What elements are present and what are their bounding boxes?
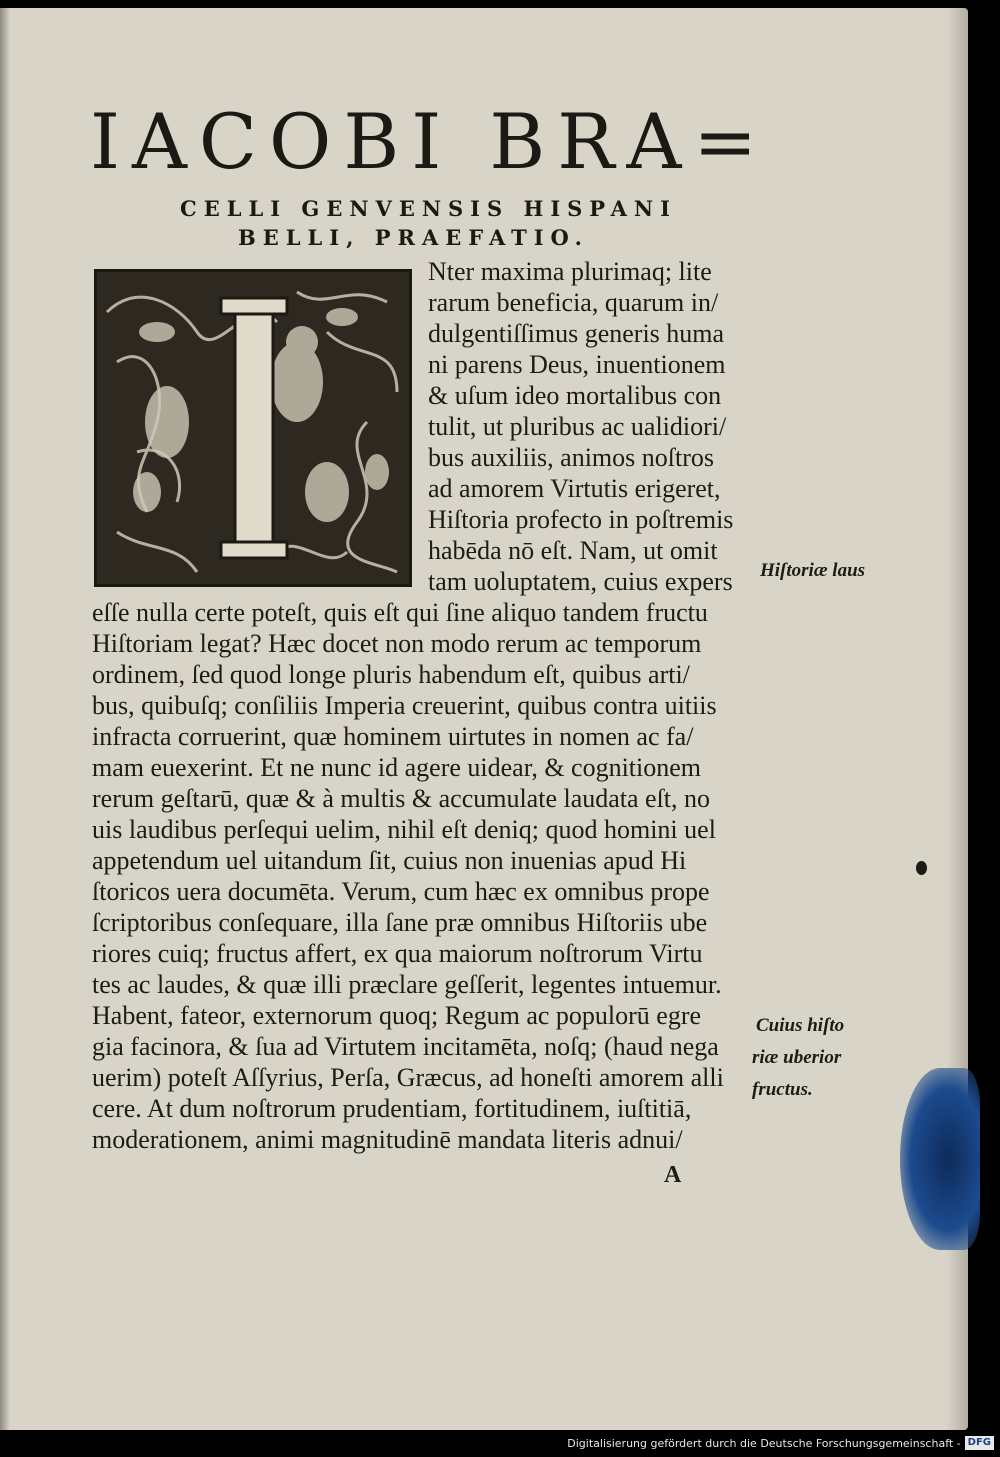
margin-note-cuius-line-3: fructus.: [752, 1079, 813, 1100]
body-line-2: rarum beneficia, quarum in/: [428, 288, 719, 317]
body-line-4: ni parens Deus, inuentionem: [428, 350, 726, 379]
ink-dot: [916, 861, 927, 875]
body-line-17: mam euexerint. Et ne nunc id agere uidear, & cognitionem: [92, 753, 702, 782]
body-line-9: Hiſtoria profecto in poſtremis: [428, 505, 734, 534]
body-line-12: eſſe nulla certe poteſt, quis eſt qui ſine aliquo tandem fructu: [92, 598, 708, 627]
gutter-shadow: [0, 8, 10, 1430]
book-page: [0, 8, 968, 1430]
body-line-24: tes ac laudes, & quæ illi præclare geſſerit, legentes intuemur.: [92, 970, 722, 999]
body-line-20: appetendum uel uitandum ſit, cuius non inuenias apud Hi: [92, 846, 687, 875]
ink-stain: [900, 1068, 980, 1250]
body-line-5: & uſum ideo mortalibus con: [428, 381, 722, 410]
body-line-26: gia facinora, & ſua ad Virtutem incitamēta, noſq; (haud nega: [92, 1032, 719, 1061]
body-line-3: dulgentiſſimus generis huma: [428, 319, 725, 348]
title-line-1: IACOBI BRA=: [90, 97, 770, 186]
body-line-10: habēda nō eſt. Nam, ut omit: [428, 536, 718, 565]
body-line-21: ſtoricos uera documēta. Verum, cum hæc ex omnibus prope: [92, 877, 710, 906]
body-line-11: tam uoluptatem, cuius expers: [428, 567, 733, 596]
body-line-27: uerim) poteſt Aſſyrius, Perſa, Græcus, ad honeſti amorem alli: [92, 1063, 724, 1092]
margin-note-cuius-line-2: riæ uberior: [752, 1047, 842, 1068]
margin-note-historiae-laus: Hiſtoriæ laus: [760, 560, 866, 581]
body-line-8: ad amorem Virtutis erigeret,: [428, 474, 721, 503]
body-line-13: Hiſtoriam legat? Hæc docet non modo rerum ac temporum: [92, 629, 702, 658]
body-line-6: tulit, ut pluribus ac ualidiori/: [428, 412, 727, 441]
decorated-initial-i-woodcut: [94, 269, 412, 587]
signature-mark: A: [664, 1162, 682, 1188]
body-line-25: Habent, fateor, externorum quoq; Regum ac populorū egre: [92, 1001, 702, 1030]
margin-note-cuius-line-1: Cuius hiſto: [756, 1015, 845, 1036]
body-line-7: bus auxiliis, animos noſtros: [428, 443, 714, 472]
body-line-28: cere. At dum noſtrorum prudentiam, fortitudinem, iuſtitiā,: [92, 1094, 692, 1123]
body-line-22: ſcriptoribus conſequare, illa ſane præ omnibus Hiſtoriis ube: [92, 908, 708, 937]
body-line-1: Nter maxima plurimaq; lite: [428, 257, 712, 286]
title-line-3: BELLI, PRAEFATIO.: [238, 225, 589, 250]
body-line-29: moderationem, animi magnitudinē mandata literis adnui/: [92, 1125, 683, 1154]
body-line-23: riores cuiq; fructus affert, ex qua maiorum noſtrorum Virtu: [92, 939, 703, 968]
digitization-credit: [567, 1435, 994, 1451]
footer-text: Digitalisierung gefördert durch die Deutsche Forschungsgemeinschaft -: [567, 1436, 961, 1450]
body-line-14: ordinem, ſed quod longe pluris habendum eſt, quibus arti/: [92, 660, 690, 689]
title-line-2: CELLI GENVENSIS HISPANI: [180, 196, 677, 221]
body-line-15: bus, quibuſq; conſiliis Imperia creuerint, quibus contra uitiis: [92, 691, 717, 720]
body-line-16: infracta corruerint, quæ hominem uirtutes in nomen ac fa/: [92, 722, 694, 751]
body-line-19: uis laudibus perſequi uelim, nihil eſt deniq; quod homini uel: [92, 815, 716, 844]
dfg-logo: DFG: [965, 1436, 994, 1450]
body-line-18: rerum geſtarū, quæ & à multis & accumulate laudata eſt, no: [92, 784, 711, 813]
